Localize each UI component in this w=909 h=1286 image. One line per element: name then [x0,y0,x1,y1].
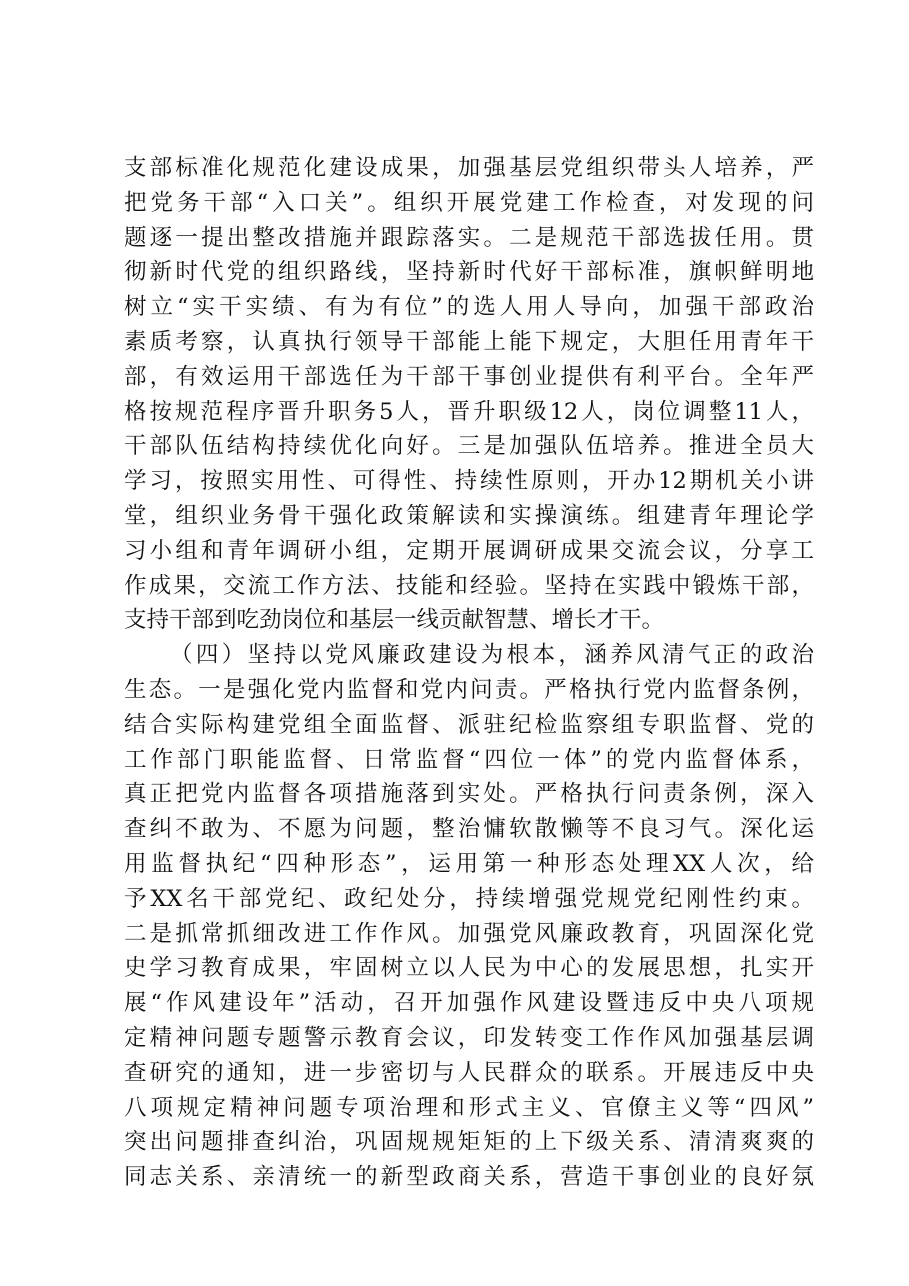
text-line: 查纠不敢为、不愿为问题，整治慵软散懒等不良习气。深化运 [124,816,814,843]
text-line: 工作部门职能监督、日常监督“四位一体”的党内监督体系， [124,746,814,773]
text-line: 把党务干部“入口关”。组织开展党建工作检查，对发现的问 [124,189,814,216]
text-line: 支持干部到吃劲岗位和基层一线贡献智慧、增长才干。 [124,607,665,634]
text-line: 习小组和青年调研小组，定期开展调研成果交流会议，分享工 [124,537,814,564]
text-line: 题逐一提出整改措施并跟踪落实。二是规范干部选拔任用。贯 [124,224,814,251]
text-line: 学习，按照实用性、可得性、持续性原则，开办12期机关小讲 [124,468,814,495]
text-line: 用监督执纪“四种形态”，运用第一种形态处理XX人次，给 [124,850,814,877]
text-line: 彻新时代党的组织路线，坚持新时代好干部标准，旗帜鲜明地 [124,259,814,286]
text-line: 二是抓常抓细改进工作作风。加强党风廉政教育，巩固深化党 [124,920,814,947]
text-line: 突出问题排查纠治，巩固规规矩矩的上下级关系、清清爽爽的 [124,1129,814,1156]
text-line: 堂，组织业务骨干强化政策解读和实操演练。组建青年理论学 [124,502,814,529]
text-line: 结合实际构建党组全面监督、派驻纪检监察组专职监督、党的 [124,711,814,738]
text-line: 干部队伍结构持续优化向好。三是加强队伍培养。推进全员大 [124,433,814,460]
text-line: 素质考察，认真执行领导干部能上能下规定，大胆任用青年干 [124,328,814,355]
text-line: 定精神问题专题警示教育会议，印发转变工作作风加强基层调 [124,1024,814,1051]
text-line: 树立“实干实绩、有为有位”的选人用人导向，加强干部政治 [124,294,814,321]
text-line: 真正把党内监督各项措施落到实处。严格执行问责条例，深入 [124,781,814,808]
text-line: 格按规范程序晋升职务5人，晋升职级12人，岗位调整11人， [124,398,814,425]
text-line: 史学习教育成果，牢固树立以人民为中心的发展思想，扎实开 [124,955,814,982]
text-line: 同志关系、亲清统一的新型政商关系，营造干事创业的良好氛 [124,1164,814,1191]
body-text [124,151,814,1195]
text-line: 作成果，交流工作方法、技能和经验。坚持在实践中锻炼干部， [124,572,814,599]
text-line: 查研究的通知，进一步密切与人民群众的联系。开展违反中央 [124,1059,814,1086]
text-line: 予XX名干部党纪、政纪处分，持续增强党规党纪刚性约束。 [124,885,814,912]
text-line: 部，有效运用干部选任为干部干事创业提供有利平台。全年严 [124,363,814,390]
text-line: 支部标准化规范化建设成果，加强基层党组织带头人培养，严 [124,155,814,181]
text-line: 八项规定精神问题专项治理和形式主义、官僚主义等“四风” [124,1094,814,1121]
text-line: 生态。一是强化党内监督和党内问责。严格执行党内监督条例， [124,676,814,703]
section-heading-line: （四）坚持以党风廉政建设为根本，涵养风清气正的政治 [170,642,814,669]
text-line: 展“作风建设年”活动，召开加强作风建设暨违反中央八项规 [124,990,814,1017]
